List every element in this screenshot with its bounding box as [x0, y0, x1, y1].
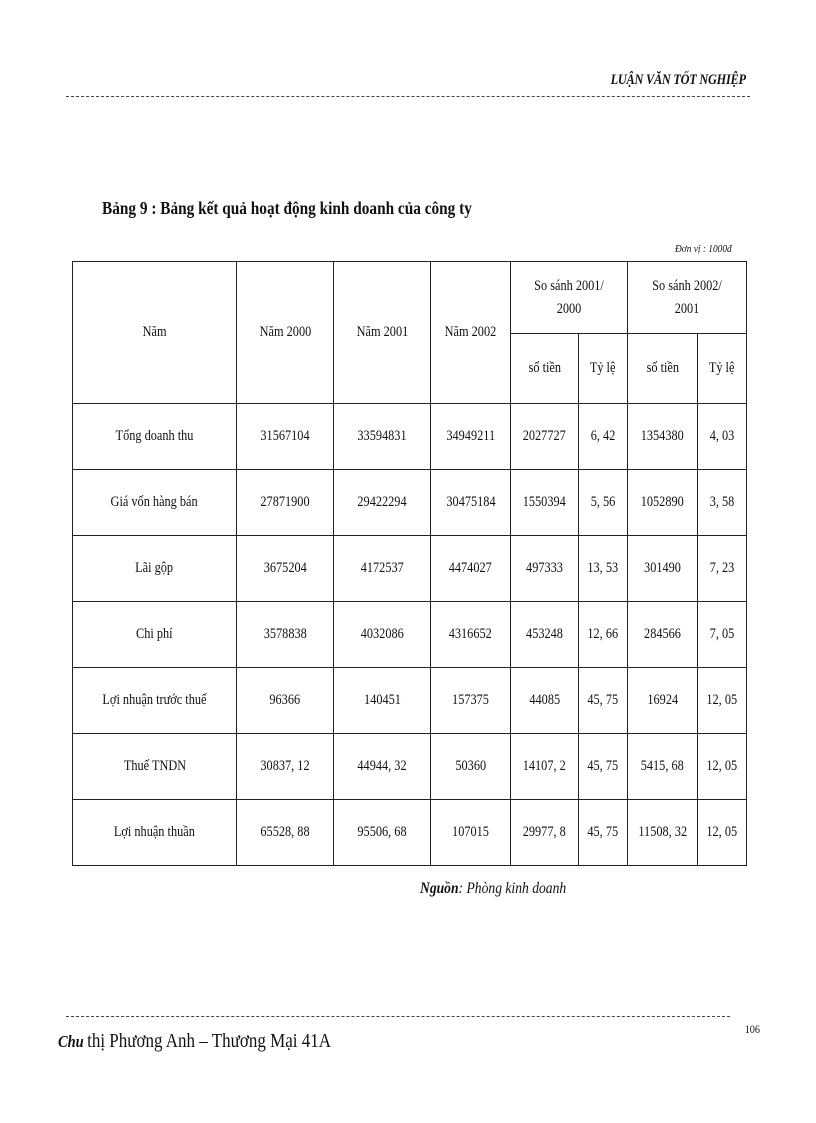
table-cell-v2001: 4172537	[334, 536, 431, 602]
table-cell-a1: 497333	[511, 536, 579, 602]
table-cell-label: Tổng doanh thu	[73, 404, 237, 470]
table-cell-r2: 12, 05	[698, 668, 747, 734]
table-cell-v2002: 107015	[431, 800, 511, 866]
source-note	[420, 880, 566, 898]
table-row	[73, 470, 747, 536]
table-cell-r2: 12, 05	[698, 734, 747, 800]
unit-note: Đơn vị : 1000đ	[675, 243, 732, 255]
table-cell-r2: 7, 23	[698, 536, 747, 602]
author-name: thị Phương Anh – Thương Mại 41A	[87, 1030, 332, 1052]
table-cell-r1: 12, 66	[579, 602, 628, 668]
col-header-year: Năm	[73, 262, 237, 404]
table-row	[73, 734, 747, 800]
table-cell-v2001: 95506, 68	[334, 800, 431, 866]
table-cell-v2002: 157375	[431, 668, 511, 734]
page-number: 106	[744, 1022, 760, 1036]
table-cell-v2000: 3675204	[237, 536, 334, 602]
table-cell-v2001: 140451	[334, 668, 431, 734]
table-cell-v2001: 4032086	[334, 602, 431, 668]
header-row	[73, 262, 747, 334]
table-cell-r1: 45, 75	[579, 668, 628, 734]
table-cell-a2: 284566	[628, 602, 698, 668]
table-cell-a2: 16924	[628, 668, 698, 734]
table-cell-r1: 45, 75	[579, 800, 628, 866]
table-cell-label: Lợi nhuận trước thuế	[73, 668, 237, 734]
subheader-rate-1: Tỷ lệ	[579, 334, 628, 404]
table-cell-v2000: 96366	[237, 668, 334, 734]
table-cell-a2: 301490	[628, 536, 698, 602]
table-cell-label: Chi phí	[73, 602, 237, 668]
source-label: Nguồn	[420, 880, 459, 897]
subheader-rate-2: Tỷ lệ	[698, 334, 747, 404]
author-mark: Chu	[58, 1032, 84, 1051]
header-title: LUẬN VĂN TỐT NGHIỆP	[610, 72, 746, 88]
table-row	[73, 536, 747, 602]
table-cell-r1: 6, 42	[579, 404, 628, 470]
table-cell-v2000: 27871900	[237, 470, 334, 536]
table-row	[73, 668, 747, 734]
table-cell-a1: 453248	[511, 602, 579, 668]
table-cell-label: Lợi nhuận thuần	[73, 800, 237, 866]
table-cell-a1: 1550394	[511, 470, 579, 536]
table-cell-v2001: 33594831	[334, 404, 431, 470]
table-row	[73, 800, 747, 866]
table-cell-v2000: 3578838	[237, 602, 334, 668]
table-cell-r2: 3, 58	[698, 470, 747, 536]
business-results-table	[72, 261, 747, 866]
table-cell-a2: 11508, 32	[628, 800, 698, 866]
table-cell-label: Giá vốn hàng bán	[73, 470, 237, 536]
subheader-amount-2: số tiền	[628, 334, 698, 404]
table-cell-a2: 5415, 68	[628, 734, 698, 800]
table-cell-v2002: 50360	[431, 734, 511, 800]
table-title: Bảng 9 : Bảng kết quả hoạt động kinh doanh của công ty	[102, 198, 472, 218]
table-cell-v2001: 44944, 32	[334, 734, 431, 800]
footer-divider	[66, 1016, 730, 1017]
col-header-2000: Năm 2000	[237, 262, 334, 404]
table-row	[73, 602, 747, 668]
table-cell-a2: 1052890	[628, 470, 698, 536]
table-cell-r2: 12, 05	[698, 800, 747, 866]
subheader-amount-1: số tiền	[511, 334, 579, 404]
table-cell-a1: 44085	[511, 668, 579, 734]
col-header-compare-2001-2000: So sánh 2001/ 2000	[511, 262, 628, 334]
table-cell-v2002: 30475184	[431, 470, 511, 536]
table-cell-a2: 1354380	[628, 404, 698, 470]
col-header-compare-2002-2001: So sánh 2002/ 2001	[628, 262, 747, 334]
table-cell-a1: 14107, 2	[511, 734, 579, 800]
table-cell-r1: 45, 75	[579, 734, 628, 800]
table-cell-v2002: 4474027	[431, 536, 511, 602]
table-row	[73, 404, 747, 470]
header-divider	[66, 96, 750, 97]
table-cell-a1: 29977, 8	[511, 800, 579, 866]
source-text: : Phòng kinh doanh	[458, 880, 567, 897]
col-header-2002: Năm 2002	[431, 262, 511, 404]
table-cell-label: Thuế TNDN	[73, 734, 237, 800]
table-cell-r2: 7, 05	[698, 602, 747, 668]
table-cell-v2002: 4316652	[431, 602, 511, 668]
table-cell-v2002: 34949211	[431, 404, 511, 470]
table-cell-v2001: 29422294	[334, 470, 431, 536]
table-cell-v2000: 31567104	[237, 404, 334, 470]
table-cell-r1: 5, 56	[579, 470, 628, 536]
table-cell-r2: 4, 03	[698, 404, 747, 470]
table-cell-v2000: 30837, 12	[237, 734, 334, 800]
table-cell-r1: 13, 53	[579, 536, 628, 602]
table-cell-a1: 2027727	[511, 404, 579, 470]
table-cell-v2000: 65528, 88	[237, 800, 334, 866]
table-cell-label: Lãi gộp	[73, 536, 237, 602]
col-header-2001: Năm 2001	[334, 262, 431, 404]
footer-author	[58, 1030, 331, 1053]
